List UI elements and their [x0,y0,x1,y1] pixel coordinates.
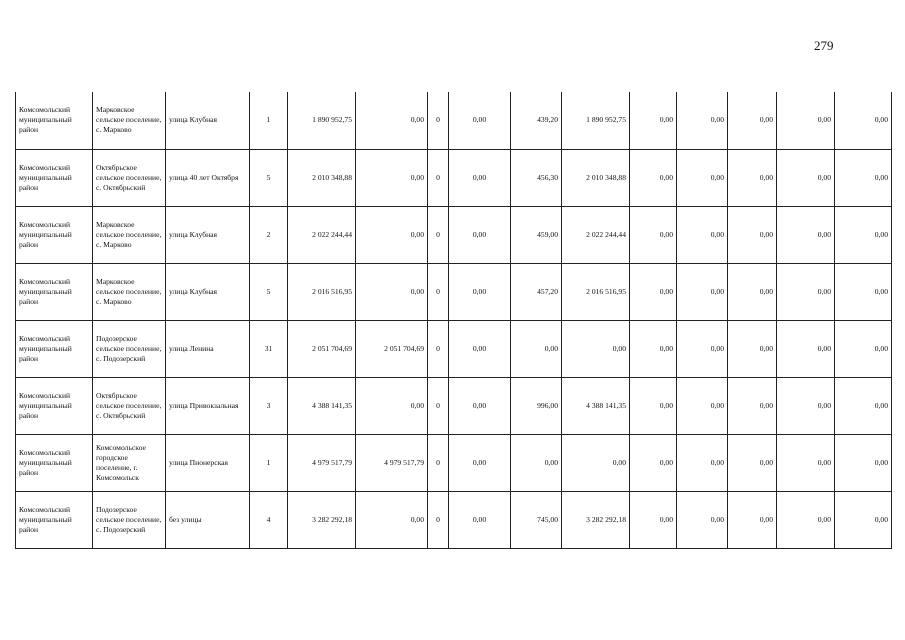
value-cell: 0,00 [677,377,728,434]
value-cell: 0,00 [449,149,511,206]
value-cell: 0,00 [835,206,892,263]
value-cell: 2 016 516,95 [562,263,630,320]
settlement-cell: Марковское сельское поселение, с. Марково [93,92,166,149]
settlement-cell: Октябрьское сельское поселение, с. Октябрьский [93,377,166,434]
value-cell: 0,00 [630,206,677,263]
value-cell: 0,00 [777,149,835,206]
street-cell: улица Клубная [166,206,250,263]
value-cell: 0,00 [777,320,835,377]
value-cell: 0,00 [630,149,677,206]
district-cell: Комсомольский муниципальный район [16,92,93,149]
table-row [16,320,892,377]
value-cell: 0,00 [677,491,728,548]
value-cell: 0,00 [630,377,677,434]
street-cell: улица Привокзальная [166,377,250,434]
value-cell: 0,00 [677,92,728,149]
value-cell: 0,00 [630,263,677,320]
street-cell: улица Клубная [166,263,250,320]
settlement-cell: Подозерское сельское поселение, с. Подозерский [93,320,166,377]
value-cell: 0,00 [677,263,728,320]
value-cell: 0,00 [356,149,428,206]
table-row [16,263,892,320]
settlement-cell: Марковское сельское поселение, с. Марково [93,206,166,263]
house-number-cell: 1 [250,92,288,149]
value-cell: 0 [428,263,449,320]
value-cell: 0,00 [728,491,777,548]
value-cell: 0,00 [630,491,677,548]
total-cost-cell: 2 010 348,88 [288,149,356,206]
value-cell: 0,00 [777,491,835,548]
value-cell: 0 [428,320,449,377]
settlement-cell: Подозерское сельское поселение, с. Подозерский [93,491,166,548]
value-cell: 0,00 [449,491,511,548]
value-cell: 0,00 [630,92,677,149]
value-cell: 0,00 [677,434,728,491]
value-cell: 0,00 [835,491,892,548]
value-cell: 0,00 [677,206,728,263]
total-cost-cell: 3 282 292,18 [288,491,356,548]
value-cell: 0,00 [728,263,777,320]
street-cell: улица Пионерская [166,434,250,491]
value-cell: 0,00 [356,206,428,263]
area-cell: 0,00 [511,434,562,491]
table-row [16,434,892,491]
value-cell: 0 [428,149,449,206]
value-cell: 0,00 [449,263,511,320]
value-cell: 0,00 [777,434,835,491]
value-cell: 0,00 [835,263,892,320]
house-number-cell: 31 [250,320,288,377]
total-cost-cell: 2 051 704,69 [288,320,356,377]
value-cell: 0,00 [777,206,835,263]
value-cell: 0,00 [449,434,511,491]
house-number-cell: 2 [250,206,288,263]
page-number: 279 [814,38,834,53]
value-cell: 0,00 [562,434,630,491]
value-cell: 0,00 [728,434,777,491]
value-cell: 0 [428,377,449,434]
table-row [16,92,892,149]
value-cell: 0,00 [356,92,428,149]
total-cost-cell: 1 890 952,75 [288,92,356,149]
value-cell: 3 282 292,18 [562,491,630,548]
area-cell: 745,00 [511,491,562,548]
district-cell: Комсомольский муниципальный район [16,434,93,491]
value-cell: 0,00 [356,377,428,434]
house-number-cell: 4 [250,491,288,548]
area-cell: 996,00 [511,377,562,434]
value-cell: 0,00 [449,320,511,377]
area-cell: 0,00 [511,320,562,377]
table-row [16,149,892,206]
value-cell: 0,00 [630,320,677,377]
value-cell: 0,00 [728,92,777,149]
total-cost-cell: 4 979 517,79 [288,434,356,491]
value-cell: 0,00 [835,149,892,206]
house-number-cell: 5 [250,149,288,206]
value-cell: 0,00 [728,149,777,206]
district-cell: Комсомольский муниципальный район [16,491,93,548]
value-cell: 0,00 [728,206,777,263]
value-cell: 0,00 [777,92,835,149]
value-cell: 0,00 [835,377,892,434]
value-cell: 1 890 952,75 [562,92,630,149]
district-cell: Комсомольский муниципальный район [16,320,93,377]
settlement-cell: Марковское сельское поселение, с. Марково [93,263,166,320]
value-cell: 0,00 [835,320,892,377]
value-cell: 0,00 [835,92,892,149]
street-cell: без улицы [166,491,250,548]
area-cell: 457,20 [511,263,562,320]
value-cell: 2 051 704,69 [356,320,428,377]
street-cell: улица 40 лет Октября [166,149,250,206]
value-cell: 4 979 517,79 [356,434,428,491]
value-cell: 0 [428,92,449,149]
value-cell: 0,00 [677,149,728,206]
table-row [16,206,892,263]
value-cell: 0,00 [835,434,892,491]
value-cell: 0,00 [449,92,511,149]
house-number-cell: 3 [250,377,288,434]
value-cell: 0,00 [728,377,777,434]
total-cost-cell: 4 388 141,35 [288,377,356,434]
area-cell: 459,00 [511,206,562,263]
total-cost-cell: 2 022 244,44 [288,206,356,263]
value-cell: 0,00 [356,491,428,548]
value-cell: 0,00 [677,320,728,377]
table-row [16,377,892,434]
value-cell: 2 010 348,88 [562,149,630,206]
value-cell: 0,00 [630,434,677,491]
street-cell: улица Ленина [166,320,250,377]
value-cell: 0 [428,206,449,263]
district-cell: Комсомольский муниципальный район [16,206,93,263]
district-cell: Комсомольский муниципальный район [16,263,93,320]
value-cell: 2 022 244,44 [562,206,630,263]
value-cell: 0,00 [449,377,511,434]
value-cell: 0,00 [728,320,777,377]
settlement-cell: Октябрьское сельское поселение, с. Октябрьский [93,149,166,206]
district-cell: Комсомольский муниципальный район [16,149,93,206]
value-cell: 0,00 [777,377,835,434]
value-cell: 0,00 [777,263,835,320]
value-cell: 0,00 [562,320,630,377]
table-row [16,491,892,548]
area-cell: 456,30 [511,149,562,206]
total-cost-cell: 2 016 516,95 [288,263,356,320]
value-cell: 0 [428,491,449,548]
area-cell: 439,20 [511,92,562,149]
house-number-cell: 5 [250,263,288,320]
settlement-cell: Комсомольское городское поселение, г. Комсомольск [93,434,166,491]
district-cell: Комсомольский муниципальный район [16,377,93,434]
house-number-cell: 1 [250,434,288,491]
value-cell: 0 [428,434,449,491]
value-cell: 0,00 [449,206,511,263]
street-cell: улица Клубная [166,92,250,149]
housing-program-table [15,92,892,549]
value-cell: 4 388 141,35 [562,377,630,434]
value-cell: 0,00 [356,263,428,320]
